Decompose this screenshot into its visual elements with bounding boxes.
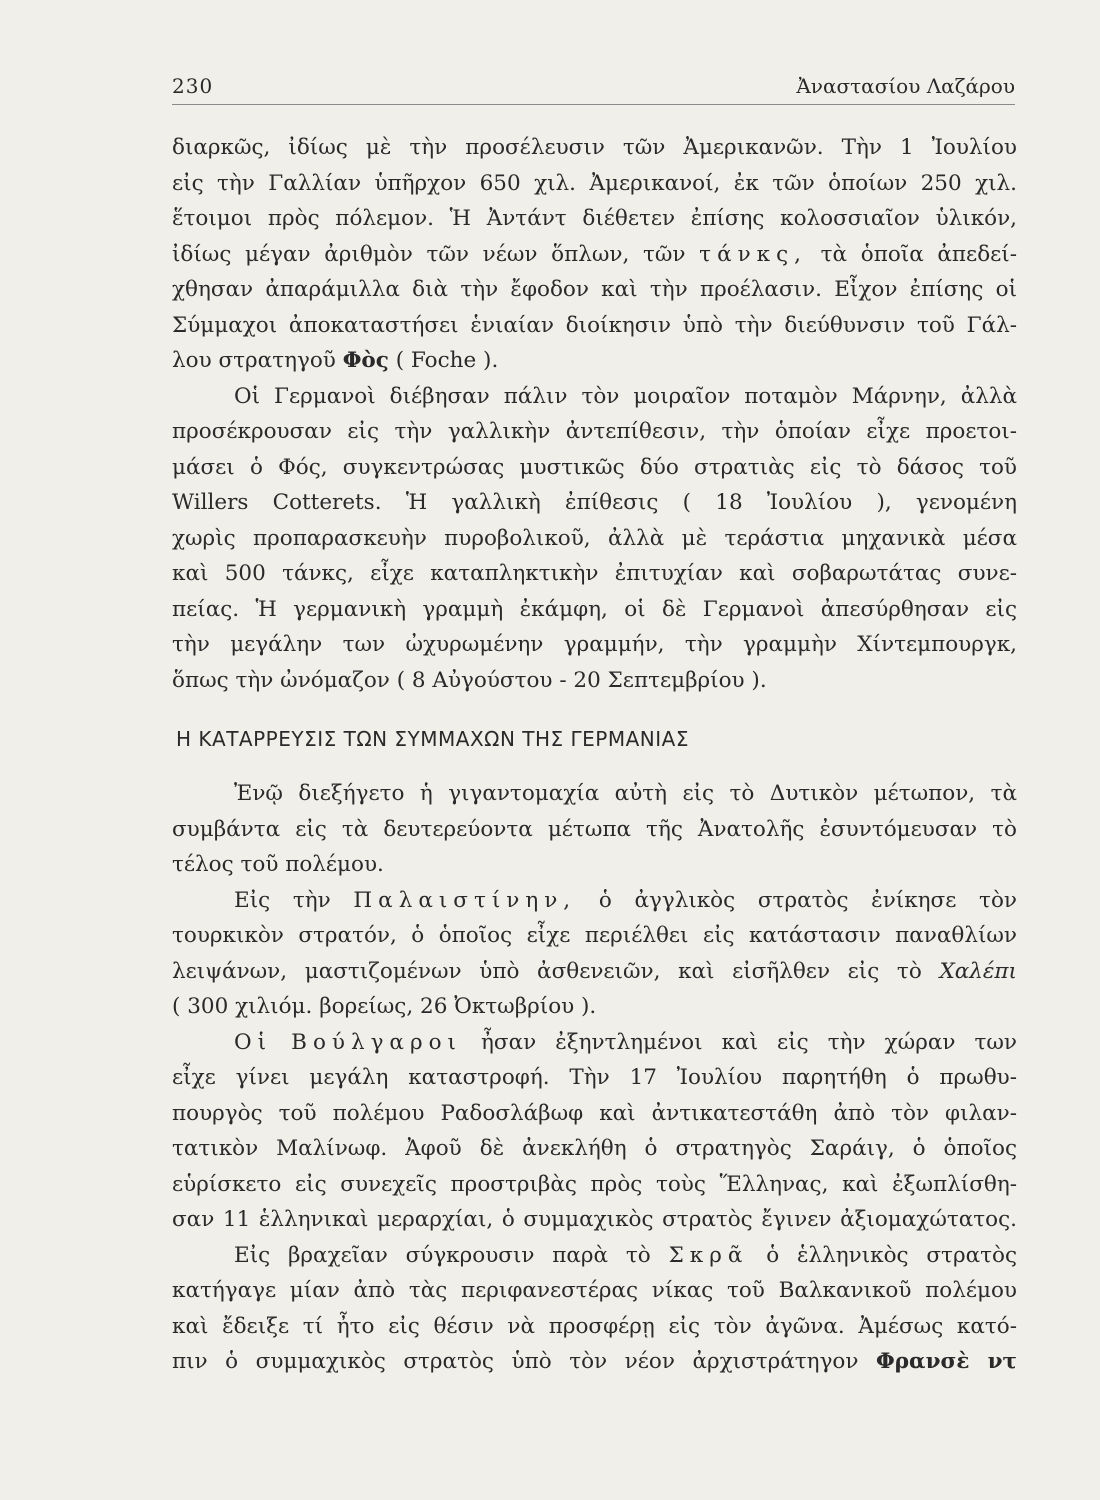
text-line: τατικὸν Μαλίνωφ. Ἀφοῦ δὲ ἀνεκλήθη ὁ στρατηγὸς Σαράιγ, ὁ ὁποῖος [172,1136,1017,1161]
text-line: πιν ὁ συμμαχικὸς στρατὸς ὑπὸ τὸν νέον ἀρχιστράτηγον Φρανσὲ ντ [172,1349,1017,1374]
text-line: προσέκρουσαν εἰς τὴν γαλλικὴν ἀντεπίθεσιν, τὴν ὁποίαν εἶχε προετοι- [172,419,1017,444]
text-line: τουρκικὸν στρατόν, ὁ ὁποῖος εἶχε περιέλθει εἰς κατάστασιν παναθλίων [172,923,1017,948]
text-line: Οἱ Βούλγαροι ἦσαν ἐξηντλημένοι καὶ εἰς τὴν χώραν των [234,1029,1017,1055]
text-line: Ἐνῷ διεξήγετο ἡ γιγαντομαχία αὐτὴ εἰς τὸ Δυτικὸν μέτωπον, τὰ [234,781,1017,806]
text-line: καὶ ἔδειξε τί ἦτο εἰς θέσιν νὰ προσφέρῃ εἰς τὸν ἀγῶνα. Ἀμέσως κατό- [172,1313,1017,1339]
text-line: ἕτοιμοι πρὸς πόλεμον. Ἡ Ἀντάντ διέθετεν ἐπίσης κολοσσιαῖον ὑλικόν, [172,206,1017,231]
text-line: εἰς τὴν Γαλλίαν ὑπῆρχον 650 χιλ. Ἀμερικανοί, ἐκ τῶν ὁποίων 250 χιλ. [172,170,1017,196]
italic-term: Χαλέπι [939,958,1017,984]
spaced-term: Οἱ [234,1029,273,1055]
running-head [172,70,1015,105]
spaced-term: Βούλγαροι [291,1029,462,1055]
text-line: διαρκῶς, ἰδίως μὲ τὴν προσέλευσιν τῶν Ἀμερικανῶν. Τὴν 1 Ἰουλίου [172,135,1017,160]
text-line: λειψάνων, μαστιζομένων ὑπὸ ἀσθενειῶν, καὶ εἰσῆλθεν εἰς τὸ Χαλέπι [172,958,1017,984]
text-line: λου στρατηγοῦ Φὸς ( Foche ). [172,348,499,373]
text-line: κατήγαγε μίαν ἀπὸ τὰς περιφανεστέρας νίκας τοῦ Βαλκανικοῦ πολέμου [172,1278,1017,1303]
text-line: ( 300 χιλιόμ. βορείως, 26 Ὀκτωβρίου ). [172,994,597,1019]
spaced-term: τάνκς, [699,241,807,267]
text-line: Εἰς βραχεῖαν σύγκρουσιν παρὰ τὸ Σκρᾶ ὁ ἑλληνικὸς στρατὸς [234,1242,1017,1268]
text-line: χθησαν ἀπαράμιλλα διὰ τὴν ἔφοδον καὶ τὴν προέλασιν. Εἶχον ἐπίσης οἱ [172,277,1017,302]
spaced-term: Σκρᾶ [668,1242,749,1268]
text-line: Οἱ Γερμανοὶ διέβησαν πάλιν τὸν μοιραῖον ποταμὸν Μάρνην, ἀλλὰ [234,383,1017,409]
text-line: Εἰς τὴν Παλαιστίνην, ὁ ἀγγλικὸς στρατὸς ἐνίκησε τὸν [234,887,1017,913]
text-line: Σύμμαχοι ἀποκαταστήσει ἑνιαίαν διοίκησιν ὑπὸ τὴν διεύθυνσιν τοῦ Γάλ- [172,312,1017,338]
text-line: πείας. Ἡ γερμανικὴ γραμμὴ ἐκάμφη, οἱ δὲ Γερμανοὶ ἀπεσύρθησαν εἰς [172,596,1017,622]
bold-name: Φρανσὲ ντ [876,1349,1017,1374]
text-line: καὶ 500 τάνκς, εἶχε καταπληκτικὴν ἐπιτυχίαν καὶ σοβαρωτάτας συνε- [172,561,1017,586]
text-line: εἶχε γίνει μεγάλη καταστροφή. Τὴν 17 Ἰουλίου παρητήθη ὁ πρωθυ- [172,1065,1017,1090]
text-line: χωρὶς προπαρασκευὴν πυροβολικοῦ, ἀλλὰ μὲ τεράστια μηχανικὰ μέσα [172,525,1017,551]
body-text [172,130,1017,1380]
header-title: Ἀναστασίου Λαζάρου [796,74,1015,98]
text-line: πουργὸς τοῦ πολέμου Ραδοσλάβωφ καὶ ἀντικατεστάθη ἀπὸ τὸν φιλαν- [172,1100,1017,1126]
text-line: τὴν μεγάλην των ὠχυρωμένην γραμμήν, τὴν γραμμὴν Χίντεμπουργκ, [172,632,1017,657]
text-line: εὑρίσκετο εἰς συνεχεῖς προστριβὰς πρὸς τοὺς Ἕλληνας, καὶ ἐξωπλίσθη- [172,1171,1017,1197]
text-line: ἰδίως μέγαν ἀριθμὸν τῶν νέων ὅπλων, τῶν τάνκς, τὰ ὁποῖα ἀπεδεί- [172,241,1017,267]
bold-name: Φὸς [342,348,389,373]
section-heading: Η ΚΑΤΑΡΡΕΥΣΙΣ ΤΩΝ ΣΥΜΜΑΧΩΝ ΤΗΣ ΓΕΡΜΑΝΙΑΣ [176,727,689,751]
text-line: σαν 11 ἑλληνικαὶ μεραρχίαι, ὁ συμμαχικὸς στρατὸς ἔγινεν ἀξιομαχώτατος. [172,1207,1017,1232]
spaced-term: Παλαιστίνην, [353,887,577,913]
text-line: Willers Cotterets. Ἡ γαλλικὴ ἐπίθεσις ( 18 Ἰουλίου ), γενομένη [172,490,1017,515]
text-line: τέλος τοῦ πολέμου. [172,852,384,877]
text-line: συμβάντα εἰς τὰ δευτερεύοντα μέτωπα τῆς Ἀνατολῆς ἐσυντόμευσαν τὸ [172,816,1017,842]
text-line: μάσει ὁ Φός, συγκεντρώσας μυστικῶς δύο στρατιὰς εἰς τὸ δάσος τοῦ [172,454,1017,480]
text-line: ὅπως τὴν ὠνόμαζον ( 8 Αὐγούστου - 20 Σεπτεμβρίου ). [172,667,767,693]
page-number: 230 [172,74,214,98]
